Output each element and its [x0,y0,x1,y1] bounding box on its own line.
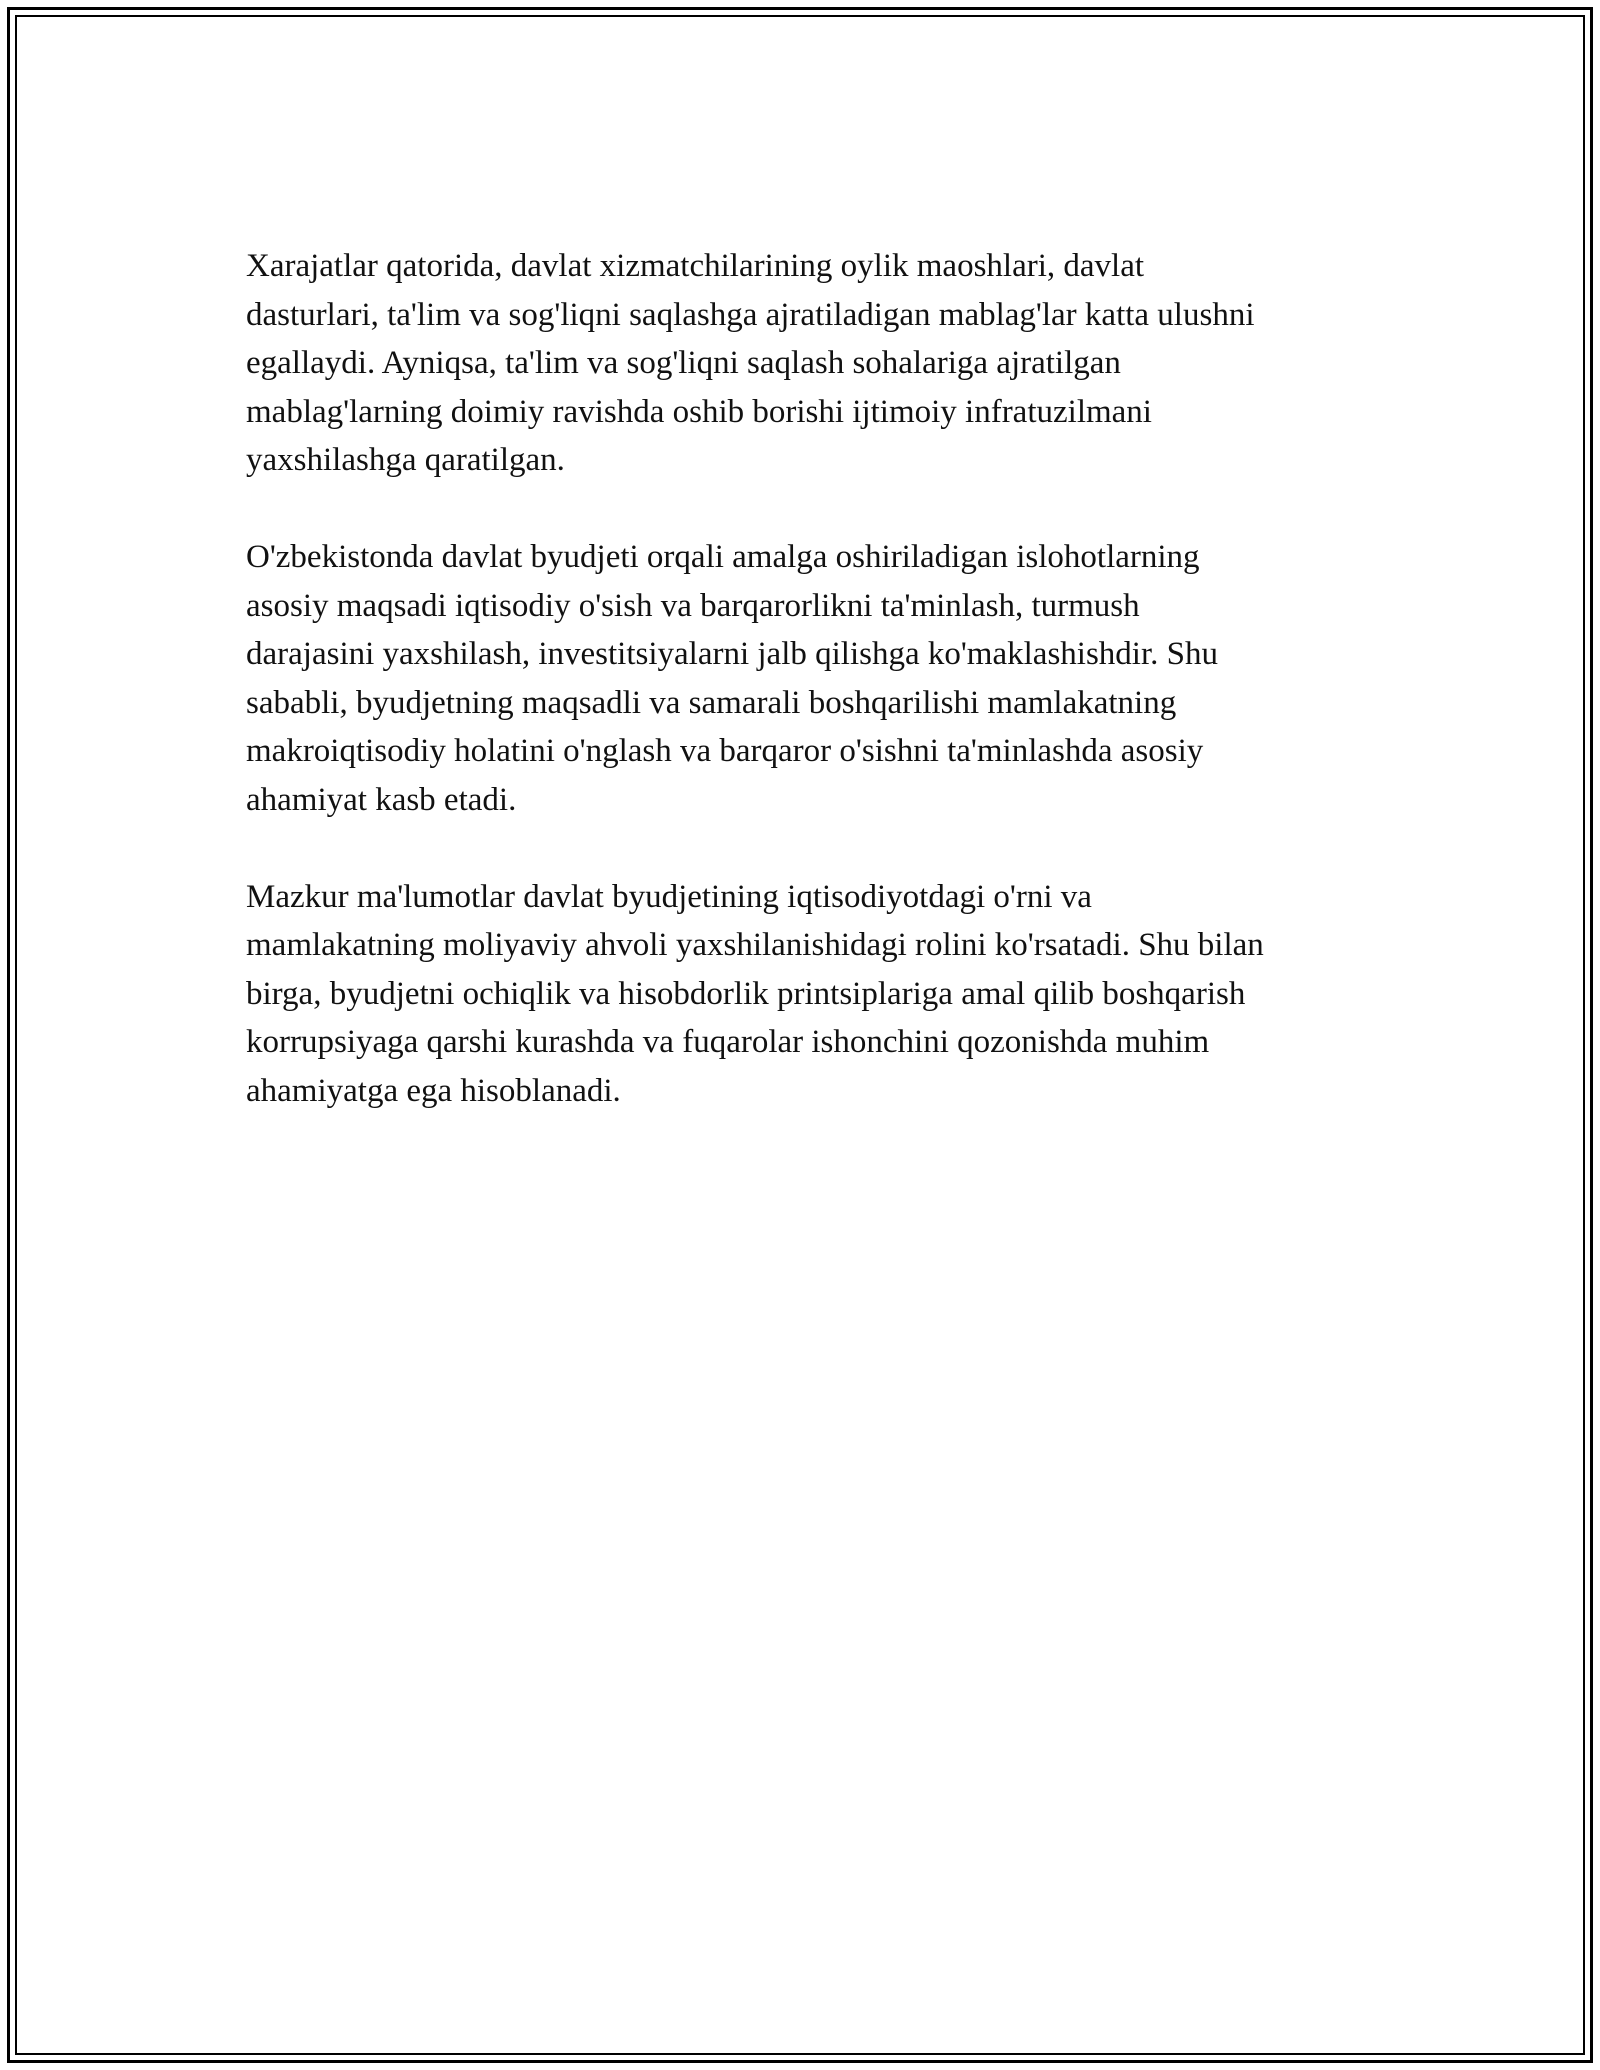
text-line: ahamiyat kasb etadi. [246,781,517,818]
text-line: Mazkur ma'lumotlar davlat byudjetining iqtisodiyotdagi o'rni va [246,878,1092,915]
paragraph-conclusion [246,873,1396,1116]
text-line: dasturlari, ta'lim va sog'liqni saqlashga ajratiladigan mablag'lar katta ulushni [246,296,1255,333]
text-line: korrupsiyaga qarshi kurashda va fuqarolar ishonchini qozonishda muhim [246,1024,1210,1060]
text-line: sababli, byudjetning maqsadli va samarali boshqarilishi mamlakatning [246,684,1177,721]
text-line: darajasini yaxshilash, investitsiyalarni jalb qilishga ko'maklashishdir. Shu [246,636,1218,672]
paragraph-expenses [246,242,1396,485]
text-line: asosiy maqsadi iqtisodiy o'sish va barqarorlikni ta'minlash, turmush [246,587,1140,624]
text-line: birga, byudjetni ochiqlik va hisobdorlik printsiplariga amal qilib boshqarish [246,975,1246,1012]
text-line: Xarajatlar qatorida, davlat xizmatchilarining oylik maoshlari, davlat [246,248,1145,284]
text-line: mablag'larning doimiy ravishda oshib borishi ijtimoiy infratuzilmani [246,393,1152,430]
page-frame [7,7,1593,2063]
text-line: O'zbekistonda davlat byudjeti orqali amalga oshiriladigan islohotlarning [246,539,1200,575]
text-line: egallaydi. Ayniqsa, ta'lim va sog'liqni saqlash sohalariga ajratilgan [246,345,1121,381]
text-line: ahamiyatga ega hisoblanadi. [246,1072,621,1109]
document-body [246,242,1396,1164]
text-line: yaxshilashga qaratilgan. [246,442,565,478]
text-line: makroiqtisodiy holatini o'nglash va barqaror o'sishni ta'minlashda asosiy [246,733,1204,769]
text-line: mamlakatning moliyaviy ahvoli yaxshilanishidagi rolini ko'rsatadi. Shu bilan [246,927,1264,963]
paragraph-reforms [246,533,1396,824]
